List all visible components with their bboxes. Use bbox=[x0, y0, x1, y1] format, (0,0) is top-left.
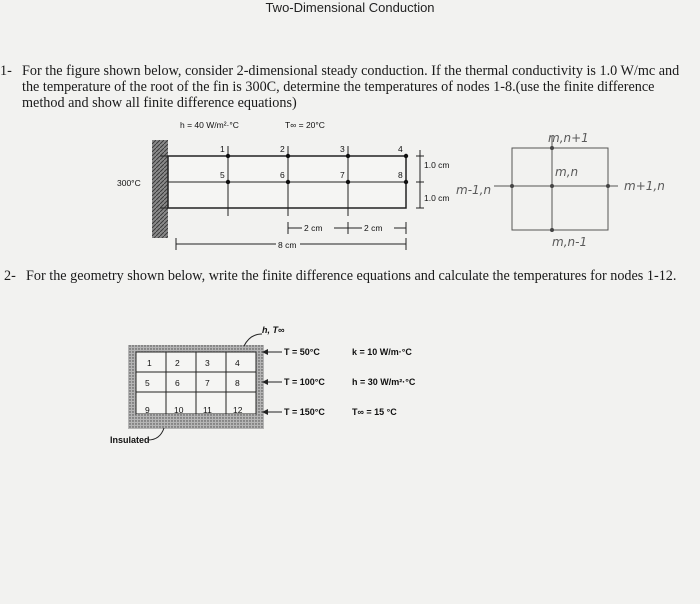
node-2-label: 2 bbox=[280, 144, 285, 154]
page-title: Two-Dimensional Conduction bbox=[265, 0, 435, 15]
t-100-label: T = 100°C bbox=[284, 377, 325, 387]
question-1-text: For the figure shown below, consider 2-dimensional steady conduction. If the thermal conductivity is 1.0 W/mc and the temperature of the root of the fin is 300C, determine the temperatures of nodes 1-8.(use the finite difference method and show all finite difference equations) bbox=[22, 63, 680, 111]
svg-text:4: 4 bbox=[235, 358, 240, 368]
tinf-value-label: T∞ = 15 °C bbox=[352, 407, 397, 417]
svg-text:5: 5 bbox=[145, 378, 150, 388]
convection-label: h, T∞ bbox=[262, 325, 285, 335]
svg-text:11: 11 bbox=[203, 405, 212, 415]
svg-text:3: 3 bbox=[205, 358, 210, 368]
dx2-label: 2 cm bbox=[364, 223, 383, 233]
length-label: 8 cm bbox=[278, 240, 297, 250]
svg-text:10: 10 bbox=[174, 405, 184, 415]
node-3-label: 3 bbox=[340, 144, 345, 154]
svg-text:1: 1 bbox=[147, 358, 152, 368]
dy-top-label: 1.0 cm bbox=[424, 160, 450, 170]
svg-text:12: 12 bbox=[233, 405, 243, 415]
node-8-label: 8 bbox=[398, 170, 403, 180]
svg-text:9: 9 bbox=[145, 405, 150, 415]
node-5-label: 5 bbox=[220, 170, 225, 180]
stencil-right-label: m+1,n bbox=[624, 179, 665, 193]
k-label: k = 10 W/m·°C bbox=[352, 347, 412, 357]
node-1-label: 1 bbox=[220, 144, 225, 154]
h-label: h = 40 W/m²·°C bbox=[180, 120, 239, 130]
tinf-label: T∞ = 20°C bbox=[285, 120, 325, 130]
stencil-left-label: m-1,n bbox=[456, 183, 492, 197]
node-7-label: 7 bbox=[340, 170, 345, 180]
dx1-label: 2 cm bbox=[304, 223, 323, 233]
t-50-label: T = 50°C bbox=[284, 347, 320, 357]
dy-bottom-label: 1.0 cm bbox=[424, 193, 450, 203]
question-2-text: For the geometry shown below, write the finite difference equations and calculate the temperatures for nodes 1-12. bbox=[26, 268, 677, 284]
root-temp-label: 300°C bbox=[117, 178, 141, 188]
question-2-number: 2- bbox=[4, 268, 16, 284]
insulated-label: Insulated bbox=[110, 435, 150, 445]
h-value-label: h = 30 W/m²·°C bbox=[352, 377, 416, 387]
svg-text:2: 2 bbox=[175, 358, 180, 368]
svg-text:6: 6 bbox=[175, 378, 180, 388]
svg-text:8: 8 bbox=[235, 378, 240, 388]
stencil-center-label: m,n bbox=[555, 165, 579, 179]
question-1-number: 1- bbox=[0, 63, 12, 79]
stencil-bottom-label: m,n-1 bbox=[552, 235, 588, 249]
node-6-label: 6 bbox=[280, 170, 285, 180]
stencil-top-label: m,n+1 bbox=[548, 131, 589, 145]
node-4-label: 4 bbox=[398, 144, 403, 154]
t-150-label: T = 150°C bbox=[284, 407, 325, 417]
svg-text:7: 7 bbox=[205, 378, 210, 388]
